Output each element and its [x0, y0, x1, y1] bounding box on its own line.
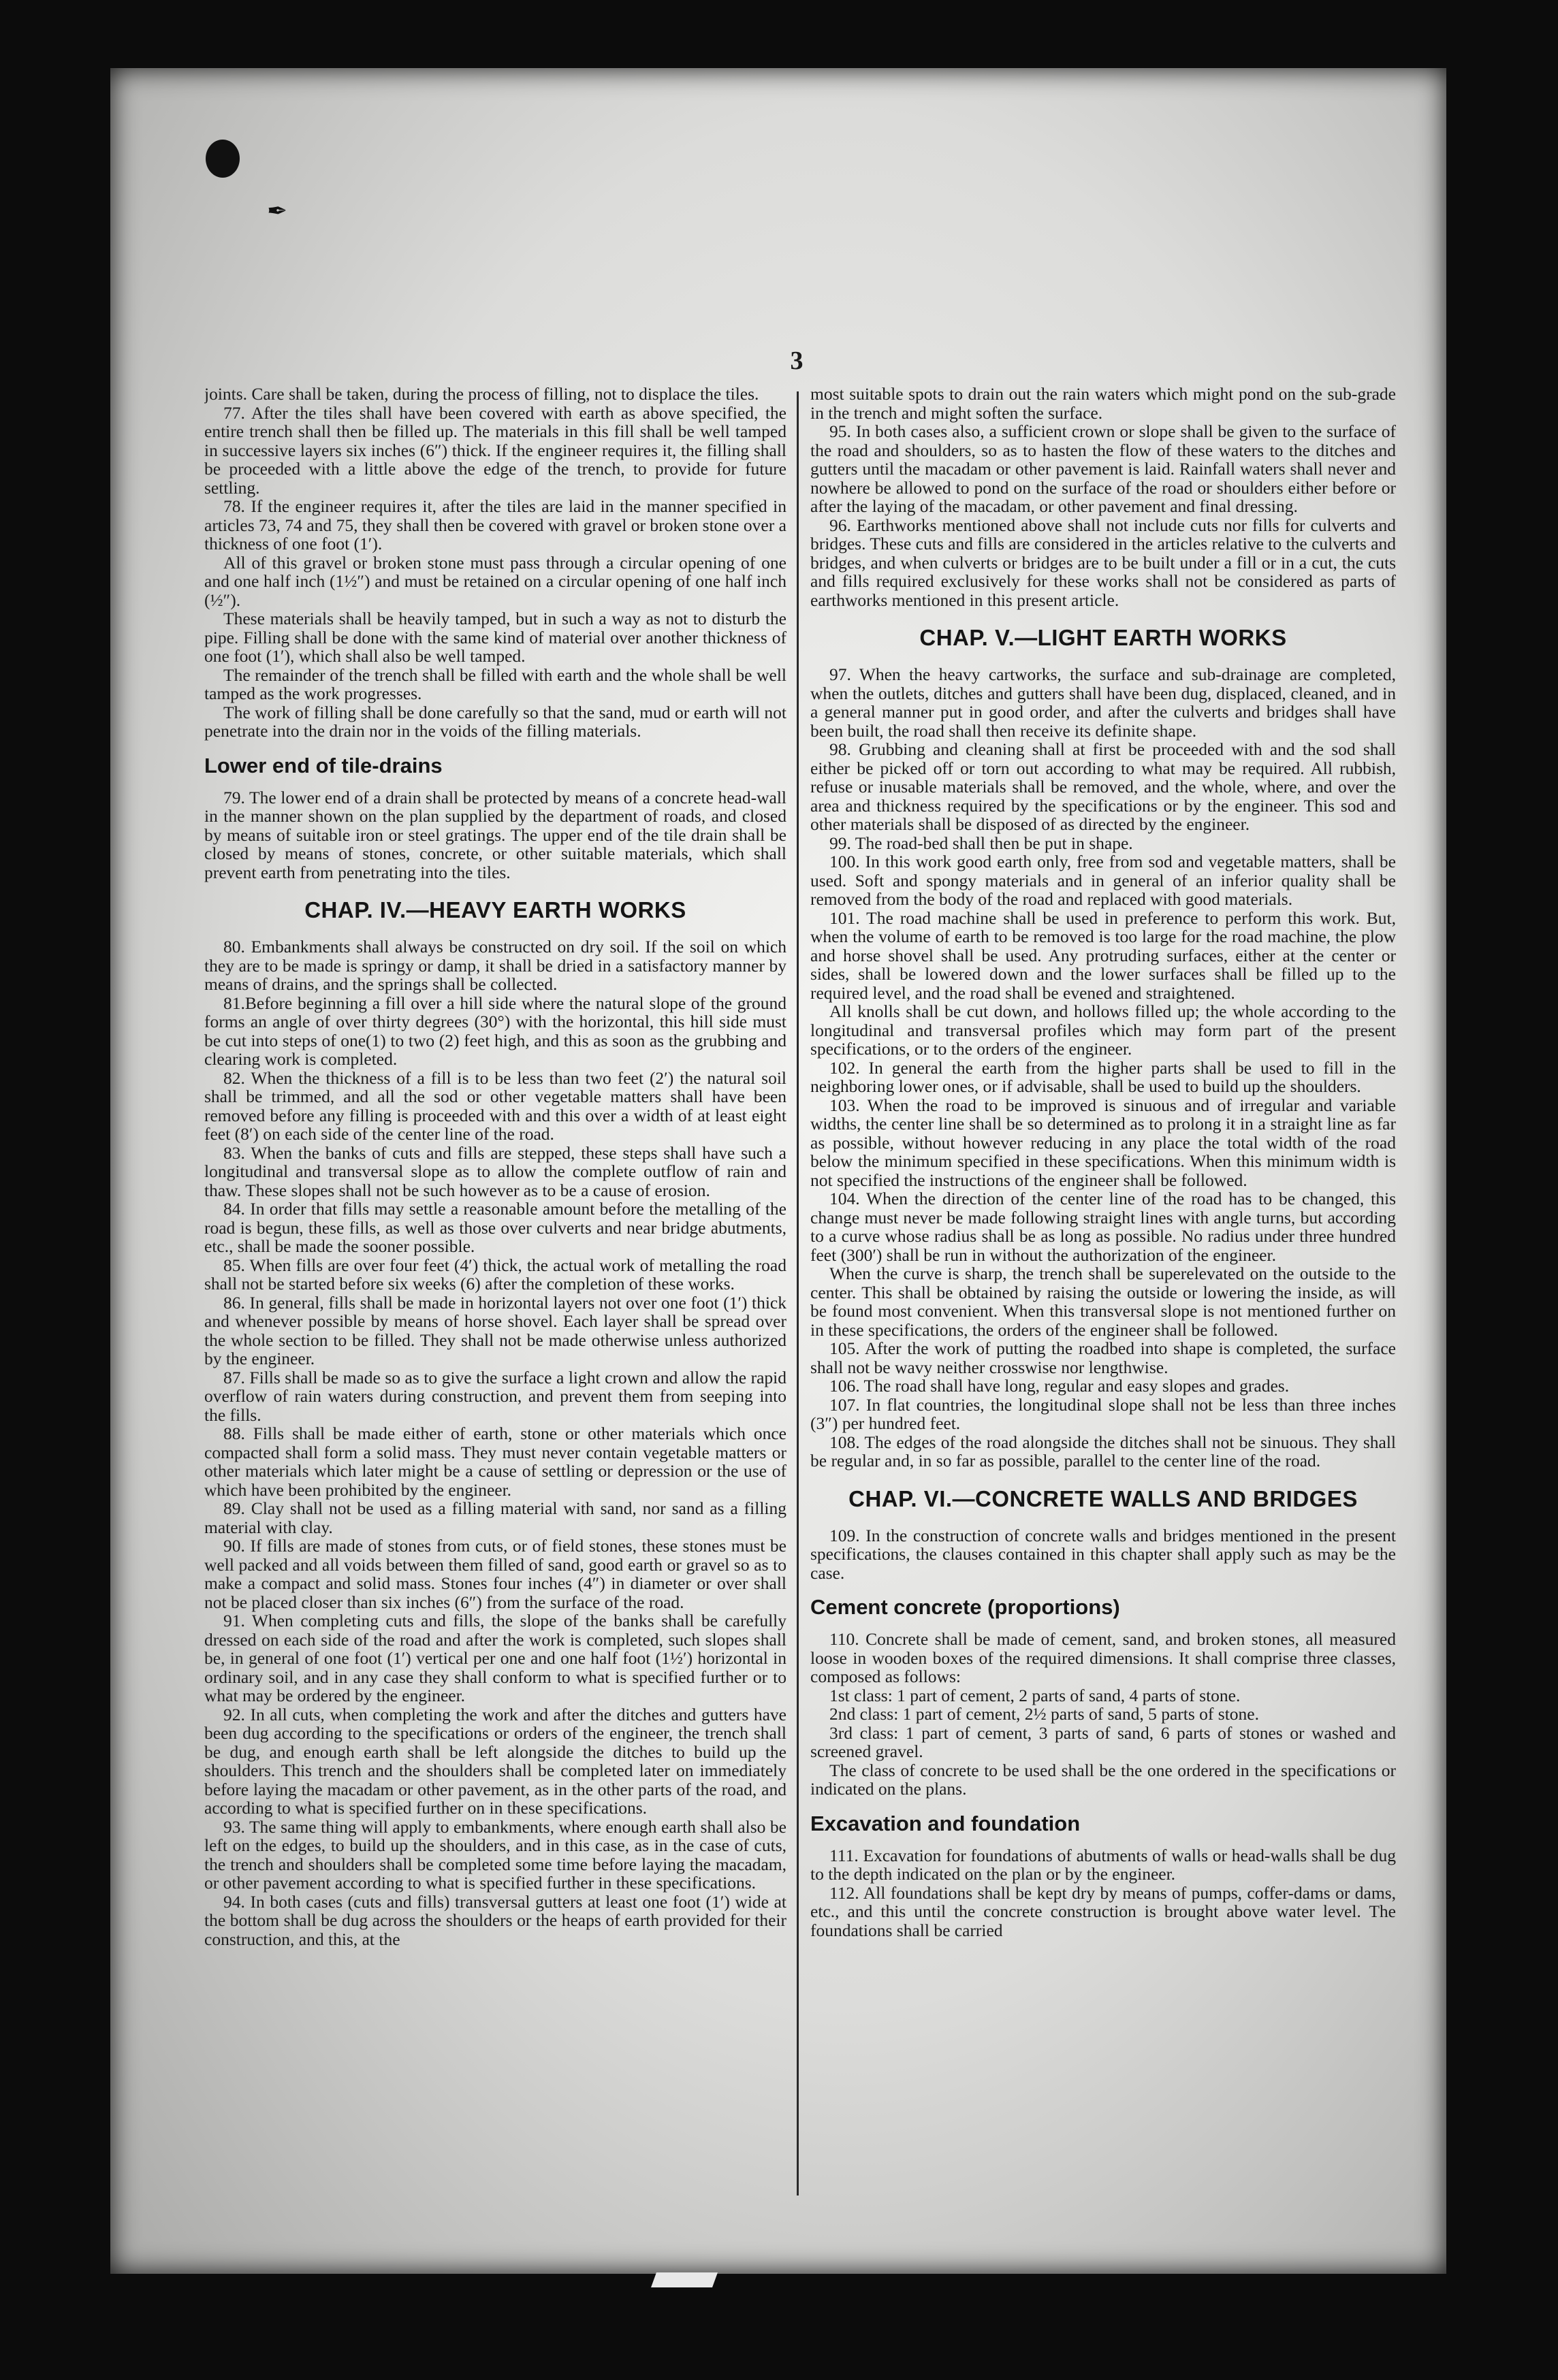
- article-78-gravel: All of this gravel or broken stone must pass through a circular opening of one and one half inch (1½″) and must be retained on a circular opening of one half inch (½″).: [204, 552, 786, 610]
- article-78-remainder: The remainder of the trench shall be filled with earth and the whole shall be well tamped as the work progresses.: [204, 664, 786, 703]
- article-108: 108. The edges of the road alongside the ditches shall not be sinuous. They shall be regular and, in so far as possible, parallel to the center line of the road.: [810, 1432, 1396, 1470]
- article-80: 80. Embankments shall always be constructed on dry soil. If the soil on which they are to be made is springy or damp, it shall be dried in a satisfactory manner by means of drains, and the springs shall be collected.: [204, 937, 786, 994]
- article-88: 88. Fills shall be made either of earth, stone or other materials which once compacted shall form a solid mass. They must never contain vegetable matters or other materials which later might be a cause of settling or depression or the use of which have been prohibited by the engineer.: [204, 1424, 786, 1500]
- article-103: 103. When the road to be improved is sinuous and of irregular and variable widths, the center line shall be so determined as to prolong it in a straight line as far as possible, without however reducing in any place the total width of the road below the minimum specified in these specifications. When this minimum width is not specified the instructions of the engineer shall be followed.: [810, 1095, 1396, 1190]
- chapter-heading-4: CHAP. IV.—HEAVY EARTH WORKS: [304, 897, 686, 922]
- article-105: 105. After the work of putting the roadbed into shape is completed, the surface shall not be wavy neither crosswise nor lengthwise.: [810, 1338, 1396, 1377]
- article-91: 91. When completing cuts and fills, the slope of the banks shall be carefully dressed on each side of the road and after the work is completed, such slopes shall be, in general of one foot (1′) vertical per one and one half foot (1½′) horizontal in ordinary soil, and in any case they shall conform to what is specified further or to what may be ordered by the engineer.: [204, 1611, 786, 1705]
- article-98: 98. Grubbing and cleaning shall at first be proceeded with and the sod shall either be picked off or torn out according to what may be required. All rubbish, refuse or inusable materials shall be removed, and the whole, where, and over the area and thickness required by the specifications or by the engineer. This sod and other materials shall be disposed of as directed by the engineer.: [810, 739, 1396, 834]
- article-101-knolls: All knolls shall be cut down, and hollows filled up; the whole according to the longitudinal and transversal profiles which may form part of the present specifications, or to the orders of the engineer.: [810, 1001, 1396, 1059]
- right-column: [810, 385, 1396, 2196]
- paragraph-continuation: joints. Care shall be taken, during the process of filling, not to displace the tiles.: [204, 385, 759, 404]
- article-112: 112. All foundations shall be kept dry by means of pumps, coffer-dams or dams, etc., and this until the concrete construction is brought above water level. The foundations shall be carried: [810, 1882, 1396, 1940]
- chapter-heading-5: CHAP. V.—LIGHT EARTH WORKS: [919, 625, 1287, 650]
- article-94: 94. In both cases (cuts and fills) transversal gutters at least one foot (1′) wide at the bottom shall be dug across the shoulders or the heaps of earth provided for their construction, and this, at the: [204, 1891, 786, 1949]
- article-96: 96. Earthworks mentioned above shall not include cuts nor fills for culverts and bridges. These cuts and fills are considered in the articles relative to the culverts and bridges, and when culverts or bridges are to be built under a fill or in a cut, the cuts and fills required exclusively for these works shall not be considered as parts of earthworks mentioned in this present article.: [810, 515, 1396, 610]
- section-heading-excavation: Excavation and foundation: [810, 1811, 1081, 1835]
- section-heading-cement: Cement concrete (proportions): [810, 1595, 1120, 1619]
- article-89: 89. Clay shall not be used as a filling material with sand, nor sand as a filling material with clay.: [204, 1498, 786, 1537]
- article-95: 95. In both cases also, a sufficient crown or slope shall be given to the surface of the road and shoulders, so as to hasten the flow of these waters to the ditches and gutters until the macadam or other pavement is laid. Rainfall waters shall never and nowhere be allowed to pond on the surface of the road or shoulders either before or after the laying of the macadam, or other pavement and final dressing.: [810, 421, 1396, 516]
- section-heading-lower-end: Lower end of tile-drains: [204, 753, 443, 777]
- article-110: 110. Concrete shall be made of cement, sand, and broken stones, all measured loose in wooden boxes of the required dimensions. It shall comprise three classes, composed as follows:: [810, 1629, 1396, 1686]
- article-110-note: The class of concrete to be used shall be the one ordered in the specifications or indicated on the plans.: [810, 1760, 1396, 1799]
- ink-blot-mark: [206, 140, 240, 178]
- left-column: [204, 385, 786, 2196]
- article-82: 82. When the thickness of a fill is to be less than two feet (2′) the natural soil shall be trimmed, and all the sod or other vegetable matters shall have been removed before any filling is proceeded with and this over a width of at least eight feet (8′) on each side of the center line of the road.: [204, 1067, 786, 1144]
- article-86: 86. In general, fills shall be made in horizontal layers not over one foot (1′) thick and whenever possible by means of horse shovel. Each layer shall be spread over the whole section to be filled. They shall not be made otherwise unless authorized by the engineer.: [204, 1292, 786, 1368]
- article-79: 79. The lower end of a drain shall be protected by means of a concrete head-wall in the manner shown on the plan supplied by the department of roads, and closed by means of suitable iron or steel gratings. The upper end of the tile drain shall be closed by means of stones, concrete, or other suitable materials, which shall prevent earth from penetrating into the tiles.: [204, 787, 786, 882]
- article-78-tamping: These materials shall be heavily tamped, but in such a way as not to disturb the pipe. Filling shall be done with the same kind of material over another thickness of one foot (1′), which shall also be well tamped.: [204, 609, 786, 666]
- article-100: 100. In this work good earth only, free from sod and vegetable matters, shall be used. Soft and spongy materials and in general of an inferior quality shall be removed from the body of the road and replaced with good materials.: [810, 852, 1396, 909]
- article-111: 111. Excavation for foundations of abutments of walls or head-walls shall be dug to the depth indicated on the plan or by the engineer.: [810, 1845, 1396, 1884]
- concrete-class-3: 3rd class: 1 part of cement, 3 parts of sand, 6 parts of stones or washed and screened gravel.: [810, 1722, 1396, 1761]
- paragraph-continuation: most suitable spots to drain out the rain waters which might pond on the sub-grade in the trench and might soften the surface.: [810, 385, 1396, 423]
- article-85: 85. When fills are over four feet (4′) thick, the actual work of metalling the road shall not be started before six weeks (6) after the completion of these works.: [204, 1255, 786, 1293]
- article-99: 99. The road-bed shall then be put in shape.: [829, 833, 1133, 853]
- article-109: 109. In the construction of concrete walls and bridges mentioned in the present specifications, the clauses contained in this chapter shall apply such as may be the case.: [810, 1525, 1396, 1583]
- article-77: 77. After the tiles shall have been covered with earth as above specified, the entire trench shall then be filled up. The materials in this fill shall be well tamped in successive layers six inches (6″) thick. If the engineer requires it, the filling shall be proceeded with a little above the edge of the trench, to provide for future settling.: [204, 402, 786, 498]
- article-102: 102. In general the earth from the higher parts shall be used to fill in the neighboring lower ones, or if advisable, shall be used to build up the shoulders.: [810, 1057, 1396, 1096]
- article-92: 92. In all cuts, when completing the work and after the ditches and gutters have been dug according to the specifications or orders of the engineer, the trench shall be dug, and enough earth shall be left alongside the ditches to build up the shoulders. This trench and the shoulders shall be completed later on immediately before laying the macadam or other pavement, as in the other parts of the road, and according to what is specified further on in these specifications.: [204, 1704, 786, 1818]
- article-104-curve: When the curve is sharp, the trench shall be superelevated on the outside to the center. This shall be obtained by raising the outside or lowering the inside, as will be found most convenient. When this transversal slope is not mentioned further on in these specifications, the orders of the engineer shall be followed.: [810, 1264, 1396, 1340]
- article-84: 84. In order that fills may settle a reasonable amount before the metalling of the road is begun, these fills, as well as those over culverts and near bridge abutments, etc., shall be made the sooner possible.: [204, 1199, 786, 1256]
- article-93: 93. The same thing will apply to embankments, where enough earth shall also be left on the edges, to build up the shoulders, and in this case, as in the case of cuts, the trench and shoulders shall be completed some time before laying the macadam, or other pavement according to what is specified further in these specifications.: [204, 1816, 786, 1893]
- article-97: 97. When the heavy cartworks, the surface and sub-drainage are completed, when the outlets, ditches and gutters shall have been dug, displaced, cleaned, and in a general manner put in good order, and after the culverts and bridges shall have been built, the road shall then receive its definite shape.: [810, 664, 1396, 741]
- article-83: 83. When the banks of cuts and fills are stepped, these steps shall have such a longitudinal and transversal slope as to allow the complete outflow of rain and thaw. These slopes shall not be such however as to be a cause of erosion.: [204, 1142, 786, 1200]
- article-106: 106. The road shall have long, regular and easy slopes and grades.: [829, 1376, 1290, 1396]
- page-number: 3: [790, 347, 804, 375]
- article-78-filling: The work of filling shall be done carefully so that the sand, mud or earth will not penetrate into the drain nor in the voids of the filling materials.: [204, 702, 786, 741]
- concrete-class-1: 1st class: 1 part of cement, 2 parts of sand, 4 parts of stone.: [829, 1685, 1241, 1705]
- article-78: 78. If the engineer requires it, after the tiles are laid in the manner specified in articles 73, 74 and 75, they shall then be covered with gravel or broken stone over a thickness of one foot (1′).: [204, 496, 786, 553]
- paper-tear-mark: [651, 2272, 718, 2287]
- column-divider: [797, 391, 799, 2196]
- article-101: 101. The road machine shall be used in preference to perform this work. But, when the volume of earth to be removed is too large for the road machine, the plow and horse shovel shall be used. Any protruding surfaces, either at the center or sides, shall be lowered down and the lower surfaces shall be filled up to the required level, and the road shall be evened and straightened.: [810, 907, 1396, 1003]
- article-104: 104. When the direction of the center line of the road has to be changed, this change must never be made following straight lines with angle turns, but according to a curve whose radius shall be as long as possible. No radius under three hundred feet (300′) shall be run in without the authorization of the engineer.: [810, 1189, 1396, 1265]
- chapter-heading-6: CHAP. VI.—CONCRETE WALLS AND BRIDGES: [848, 1485, 1358, 1511]
- article-87: 87. Fills shall be made so as to give the surface a light crown and allow the rapid overflow of rain waters during construction, and prevent them from seeping into the fills.: [204, 1367, 786, 1425]
- article-107: 107. In flat countries, the longitudinal slope shall not be less than three inches (3″) per hundred feet.: [810, 1394, 1396, 1433]
- concrete-class-2: 2nd class: 1 part of cement, 2½ parts of sand, 5 parts of stone.: [829, 1704, 1259, 1724]
- ink-smudge-mark: ✒: [267, 197, 288, 225]
- article-90: 90. If fills are made of stones from cuts, or of field stones, these stones must be well packed and all voids between them filled of sand, good earth or gravel so as to make a compact and solid mass. Stones four inches (4″) in diameter or over shall not be placed closer than six inches (6″) from the surface of the road.: [204, 1536, 786, 1612]
- article-81: 81.Before beginning a fill over a hill side where the natural slope of the ground forms an angle of over thirty degrees (30°) with the horizontal, this hill side must be cut into steps of one(1) to two (2) feet high, and this as soon as the grubbing and clearing work is completed.: [204, 993, 786, 1069]
